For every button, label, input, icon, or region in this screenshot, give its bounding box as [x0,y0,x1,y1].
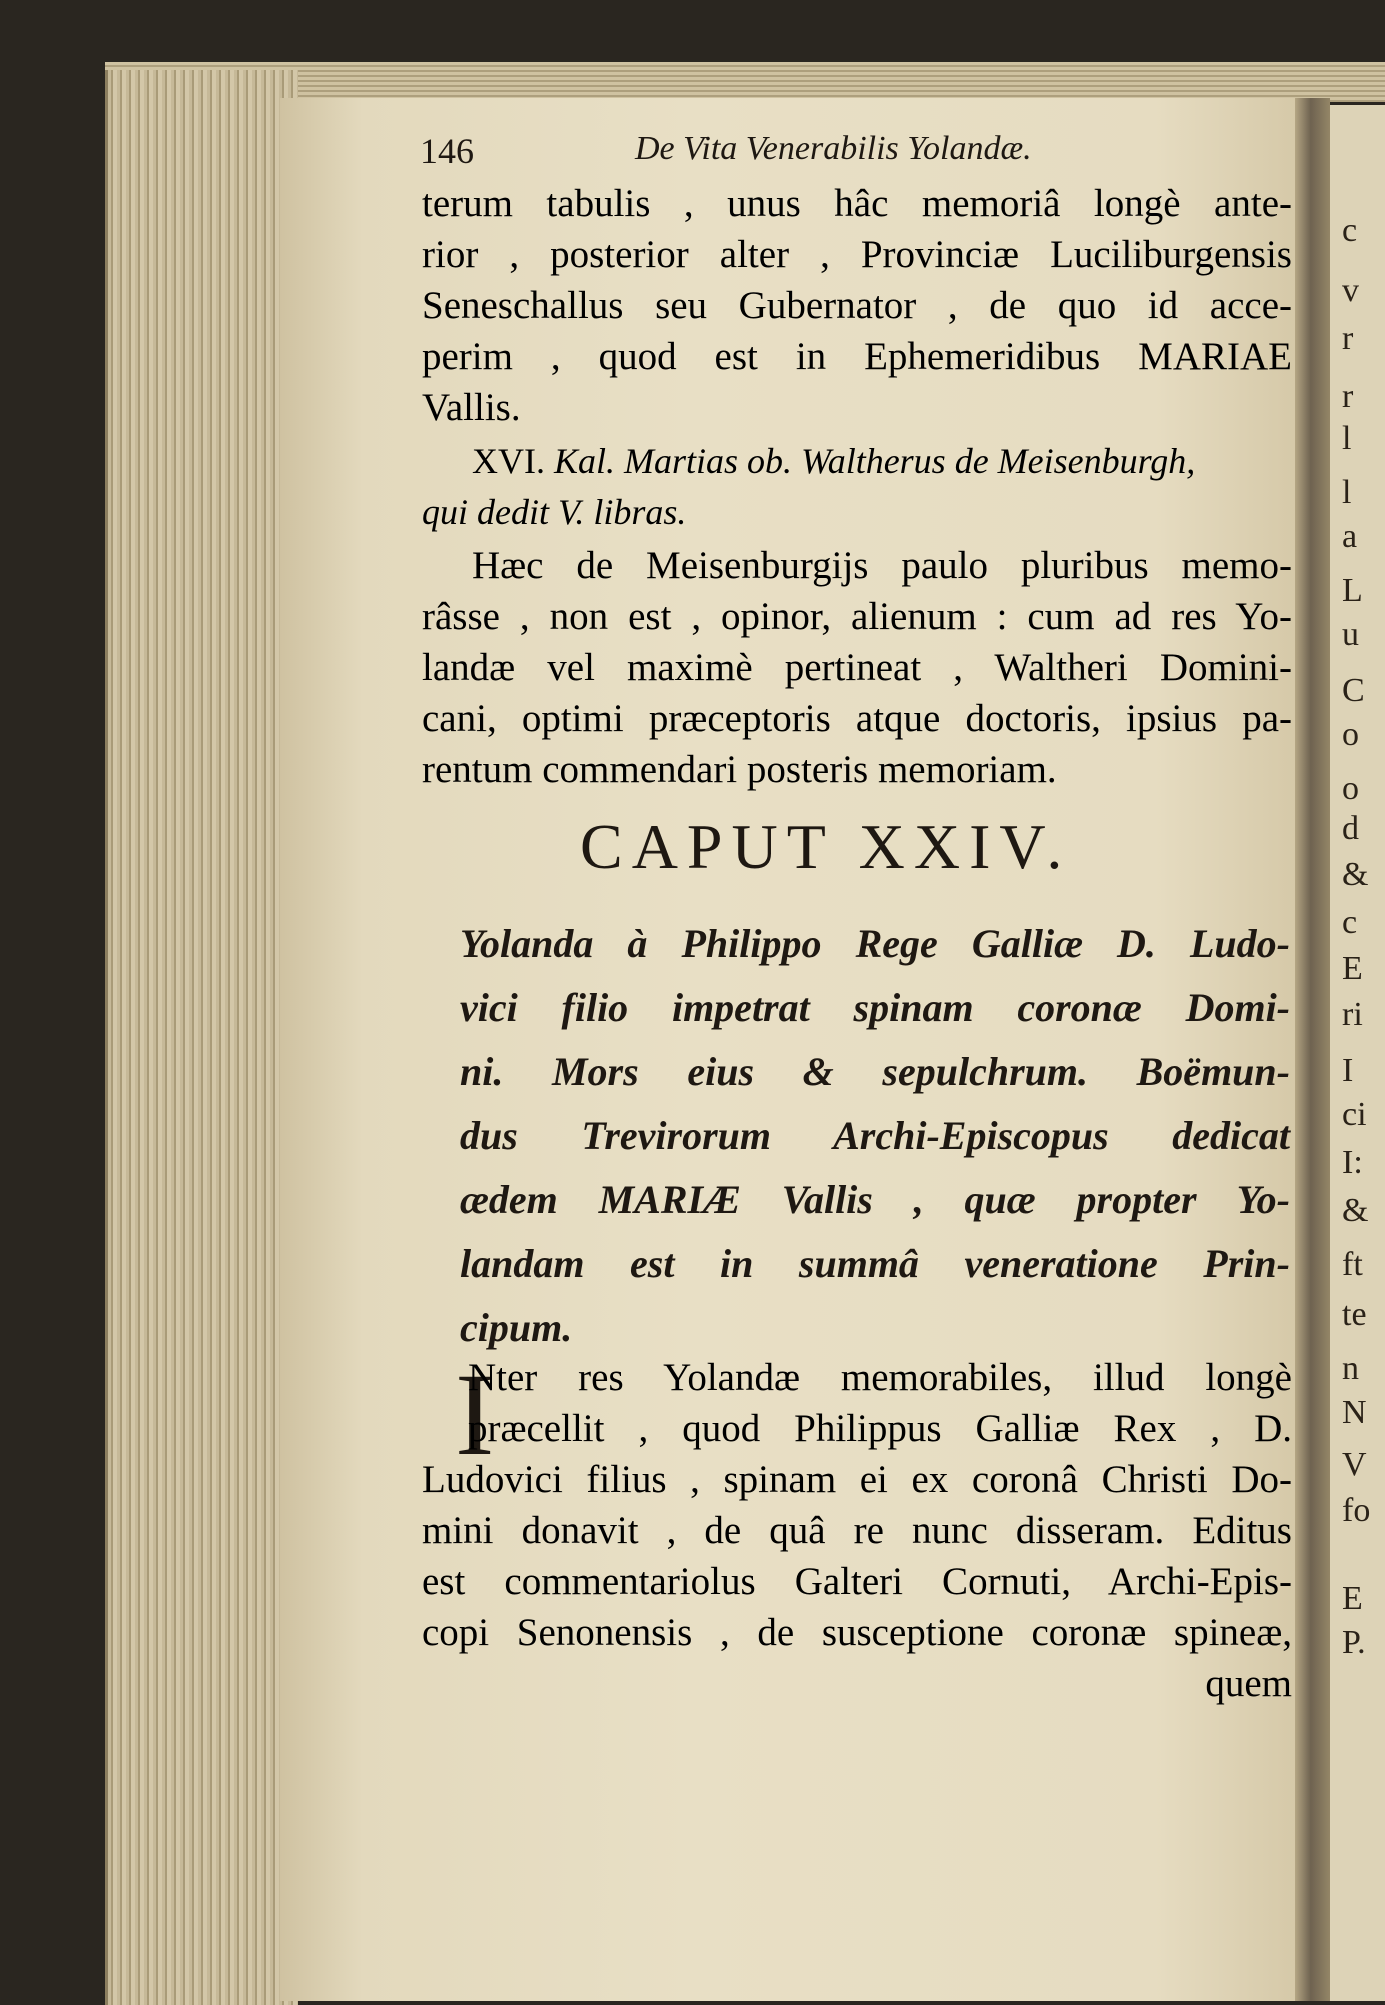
drop-initial: I [455,1349,495,1480]
right-page-fragment: ri [1342,996,1363,1033]
right-page-fragment: n [1342,1350,1359,1387]
right-page-fragment: fo [1342,1492,1371,1529]
right-page-fragment: o [1342,716,1359,753]
summary-line: landam est in summâ veneratione Prin- [460,1241,1290,1286]
running-title: De Vita Venerabilis Yolandæ. [635,130,1032,167]
text-line: mini donavit , de quâ re nunc disseram. Editus [422,1509,1292,1552]
catchword: quem [1205,1662,1292,1705]
right-page-fragment: ci [1342,1096,1367,1133]
right-page-fragment: P. [1342,1624,1366,1661]
chapter-heading: CAPUT XXIV. [580,811,1072,882]
right-page-fragment: I [1342,1052,1354,1089]
chapter-summary [460,912,1290,1360]
right-page-fragment: & [1342,856,1369,893]
entry-line-2: qui dedit V. libras. [422,492,687,532]
paragraph-block [422,540,1292,795]
calendar-entry [422,436,1292,538]
right-page-fragment: N [1342,1394,1367,1431]
right-page-fragment: C [1342,672,1365,709]
text-line: landæ vel maximè pertineat , Waltheri Domini- [422,646,1292,689]
right-page-fragment: & [1342,1192,1369,1229]
text-line: Hæc de Meisenburgijs paulo pluribus memo- [472,544,1292,587]
text-line: Vallis. [422,386,521,429]
top-text-block [422,178,1292,433]
text-line: Nter res Yolandæ memorabiles, illud longè [468,1356,1292,1399]
right-page-fragment: V [1342,1446,1367,1483]
chapter-text-block [422,1349,1292,1709]
right-page-fragment: a [1342,518,1358,555]
right-page-fragment: c [1342,212,1358,249]
right-page-fragment: c [1342,904,1358,941]
text-line: præcellit , quod Philippus Galliæ Rex , D. [468,1407,1292,1450]
right-page-fragment: ft [1342,1246,1363,1283]
right-page-fragment: u [1342,616,1359,653]
right-page-fragment: o [1342,770,1359,807]
running-header [420,130,1290,178]
summary-line: vici filio impetrat spinam coronæ Domi- [460,985,1290,1030]
summary-line: dus Trevirorum Archi-Episcopus dedicat [460,1113,1290,1158]
text-line: Ludovici filius , spinam ei ex coronâ Christi Do- [422,1458,1292,1501]
right-page-fragment: r [1342,378,1354,415]
entry-italic: Kal. Martias ob. Waltherus de Meisenburgh, [553,441,1196,481]
text-line: rior , posterior alter , Provinciæ Luciliburgensis [422,233,1292,276]
right-page-fragment: E [1342,1580,1363,1617]
right-page-fragment: r [1342,320,1354,357]
summary-line: ædem MARIÆ Vallis , quæ propter Yo- [460,1177,1290,1222]
summary-line: ni. Mors eius & sepulchrum. Boëmun- [460,1049,1290,1094]
right-page-fragment: d [1342,810,1359,847]
summary-line: Yolanda à Philippo Rege Galliæ D. Ludo- [460,921,1290,966]
book-gutter [1295,98,1330,2001]
right-page-fragment: l [1342,420,1352,457]
text-line: terum tabulis , unus hâc memoriâ longè ante- [422,182,1292,225]
right-page-edge [1330,105,1385,2001]
right-page-fragment: E [1342,950,1363,987]
book-page-edges [105,70,298,2005]
right-page-fragment: v [1342,272,1359,309]
summary-line: cipum. [460,1305,573,1350]
right-page-fragment: L [1342,572,1363,609]
text-line: est commentariolus Galteri Cornuti, Archi-Epis- [422,1560,1292,1603]
text-line: Seneschallus seu Gubernator , de quo id acce- [422,284,1292,327]
right-page-fragment: I: [1342,1144,1363,1181]
page-number: 146 [420,131,474,171]
text-line: râsse , non est , opinor, alienum : cum ad res Yo- [422,595,1292,638]
right-page-fragment: te [1342,1296,1367,1333]
text-line: cani, optimi præceptoris atque doctoris, ipsius pa- [422,697,1292,740]
entry-line [422,436,1292,487]
text-line: perim , quod est in Ephemeridibus MARIAE [422,335,1292,378]
right-page-fragment: l [1342,474,1352,511]
text-line: copi Senonensis , de susceptione coronæ spineæ, [422,1611,1292,1654]
entry-roman: XVI. [472,441,545,481]
text-line: rentum commendari posteris memoriam. [422,748,1057,791]
